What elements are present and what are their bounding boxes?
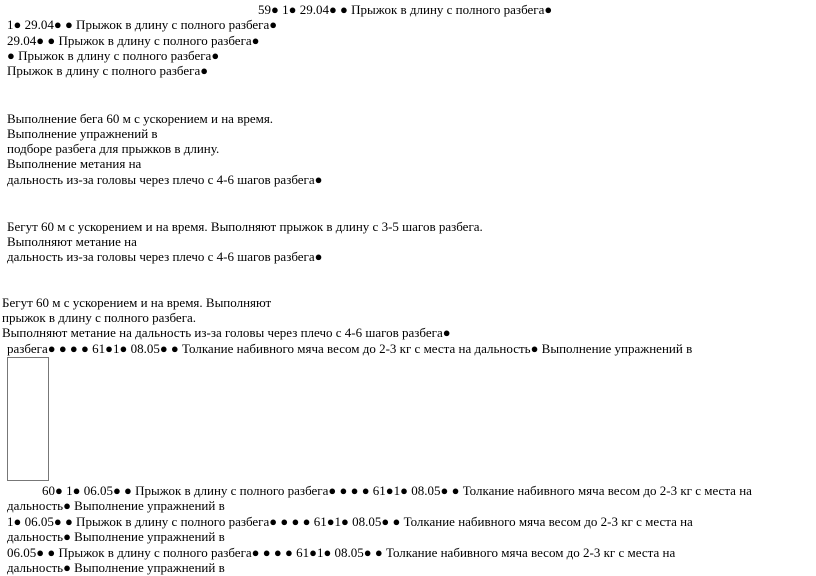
empty-frame [7, 357, 49, 481]
text-line-7: Выполнение упражнений в [7, 126, 158, 141]
text-line-10: дальность из-за головы через плечо с 4-6 шагов разбега● [7, 172, 323, 187]
text-line-20: 1● 06.05● ● Прыжок в длину с полного разбега● ● ● ● 61●1● 08.05● ● Толкание набивного мяча весом до 2-3 кг с места на [7, 514, 693, 529]
text-line-12: Выполняют метание на [7, 234, 137, 249]
text-line-18: 60● 1● 06.05● ● Прыжок в длину с полного разбега● ● ● ● 61●1● 08.05● ● Толкание набивного мяча весом до 2-3 кг с места на [42, 483, 752, 498]
text-line-14: Бегут 60 м с ускорением и на время. Выполняют [2, 295, 272, 310]
text-line-15: прыжок в длину с полного разбега. [2, 310, 197, 325]
text-line-2: 1● 29.04● ● Прыжок в длину с полного разбега● [7, 17, 278, 32]
text-line-6: Выполнение бега 60 м с ускорением и на время. [7, 111, 274, 126]
text-line-21: дальность● Выполнение упражнений в [7, 529, 225, 544]
text-line-1: 59● 1● 29.04● ● Прыжок в длину с полного разбега● [258, 2, 553, 17]
text-line-16: Выполняют метание на дальность из-за головы через плечо с 4-6 шагов разбега● [2, 325, 451, 340]
text-line-5: Прыжок в длину с полного разбега● [7, 63, 209, 78]
text-line-13: дальность из-за головы через плечо с 4-6 шагов разбега● [7, 249, 323, 264]
text-line-11: Бегут 60 м с ускорением и на время. Выполняют прыжок в длину с 3-5 шагов разбега. [7, 219, 483, 234]
text-line-17: разбега● ● ● ● 61●1● 08.05● ● Толкание набивного мяча весом до 2-3 кг с места на дальность● Выполнение упражнений в [7, 341, 693, 356]
text-line-23: дальность● Выполнение упражнений в [7, 560, 225, 575]
text-line-4: ● Прыжок в длину с полного разбега● [7, 48, 220, 63]
text-line-19: дальность● Выполнение упражнений в [7, 498, 225, 513]
text-line-22: 06.05● ● Прыжок в длину с полного разбега● ● ● ● 61●1● 08.05● ● Толкание набивного мяча весом до 2-3 кг с места на [7, 545, 676, 560]
text-line-9: Выполнение метания на [7, 156, 142, 171]
text-line-3: 29.04● ● Прыжок в длину с полного разбега● [7, 33, 260, 48]
text-line-8: подборе разбега для прыжков в длину. [7, 141, 220, 156]
